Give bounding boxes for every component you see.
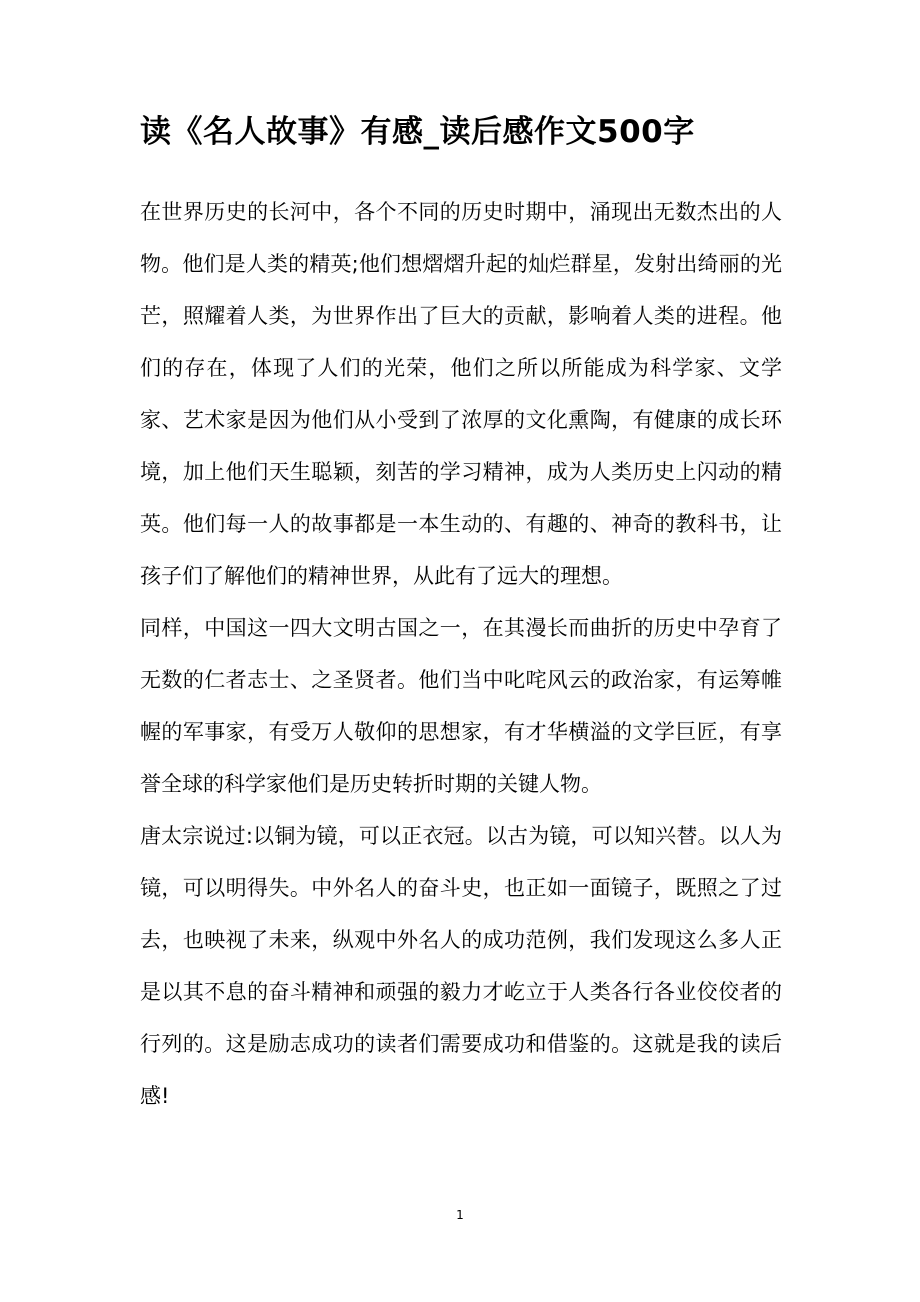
page-number: 1 — [456, 1208, 464, 1222]
document-title: 读《名人故事》有感_读后感作文500字 — [140, 114, 695, 150]
paragraph-2: 同样，中国这一四大文明古国之一，在其漫长而曲折的历史中孕育了无数的仁者志士、之圣贤者。他们当中叱咤风云的政治家，有运筹帷幄的军事家，有受万人敬仰的思想家，有才华横溢的文学巨匠，有享誉全球的科学家他们是历史转折时期的关键人物。 — [140, 616, 782, 796]
document-body — [140, 186, 782, 1122]
paragraph-3: 唐太宗说过:以铜为镜，可以正衣冠。以古为镜，可以知兴替。以人为镜，可以明得失。中外名人的奋斗史，也正如一面镜子，既照之了过去，也映视了未来，纵观中外名人的成功范例，我们发现这么多人正是以其不息的奋斗精神和顽强的毅力才屹立于人类各行各业佼佼者的行列的。这是励志成功的读者们需要成功和借鉴的。这就是我的读后感! — [140, 824, 782, 1108]
paragraph-1: 在世界历史的长河中，各个不同的历史时期中，涌现出无数杰出的人物。他们是人类的精英;他们想熠熠升起的灿烂群星，发射出绮丽的光芒，照耀着人类，为世界作出了巨大的贡献，影响着人类的进程。他们的存在，体现了人们的光荣，他们之所以所能成为科学家、文学家、艺术家是因为他们从小受到了浓厚的文化熏陶，有健康的成长环境，加上他们天生聪颖，刻苦的学习精神，成为人类历史上闪动的精英。他们每一人的故事都是一本生动的、有趣的、神奇的教科书，让孩子们了解他们的精神世界，从此有了远大的理想。 — [140, 200, 782, 588]
